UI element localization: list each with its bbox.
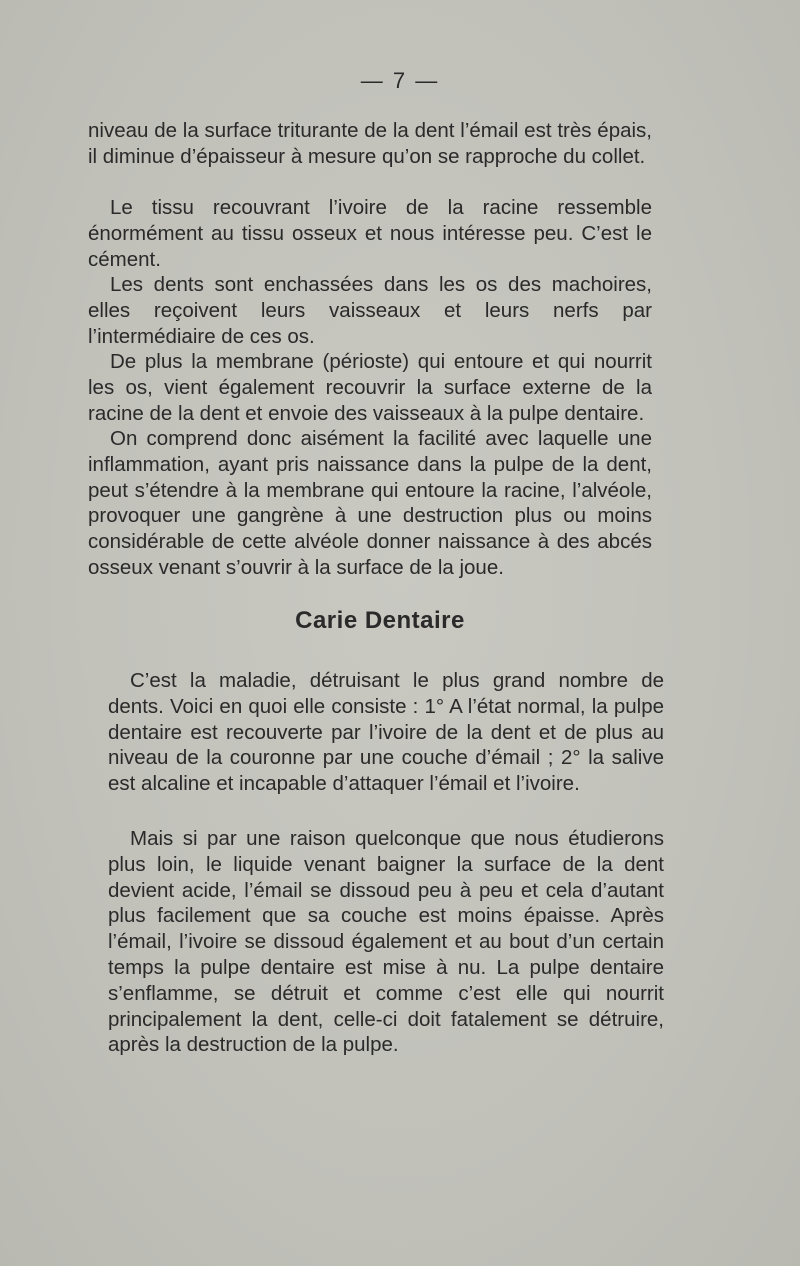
paragraph-periosteum: De plus la membrane (périoste) qui entoure et qui nourrit les os, vient également recouvrir la surface externe de la racine de la dent et envoie des vaisseaux à la pulpe dentaire.	[88, 350, 652, 425]
paragraph-inflammation: On comprend donc aisément la facilité avec laquelle une inflammation, ayant pris naissance dans la pulpe de la dent, peut s’étendre à la membrane qui entoure la racine, l’alvéole, provoquer une gangrène à une destruction plus ou moins considérable de cette alvéole donner naissance à des abcés osseux venant s’ouvrir à la surface de la joue.	[88, 427, 652, 579]
paragraph-cement: Le tissu recouvrant l’ivoire de la racine ressemble énormément au tissu osseux et nous intéresse peu. C’est le cément.	[88, 196, 652, 271]
paragraph-jaws: Les dents sont enchassées dans les os des machoires, elles reçoivent leurs vaisseaux et leurs nerfs par l’intermédiaire de ces os.	[88, 273, 652, 348]
paragraph-enamel: niveau de la surface triturante de la dent l’émail est très épais, il diminue d’épaisseur à mesure qu’on se rapproche du collet.	[88, 119, 652, 168]
page-number: — 7 —	[360, 68, 440, 93]
paragraph-caries-process: Mais si par une raison quelconque que nous étudierons plus loin, le liquide venant baigner la surface de la dent devient acide, l’émail se dissoud peu à peu et cela d’autant plus facilement que sa couche est moins épaisse. Après l’émail, l’ivoire se dissoud également et au bout d’un certain temps la pulpe dentaire est mise à nu. La pulpe dentaire s’enflamme, se détruit et comme c’est elle qui nourrit principalement la dent, celle-ci doit fatalement se détruire, après la destruction de la pulpe.	[108, 827, 664, 1057]
paragraph-caries-definition: C’est la maladie, détruisant le plus grand nombre de dents. Voici en quoi elle consiste : 1° A l’état normal, la pulpe dentaire est recouverte par l’ivoire de la dent et de plus au niveau de la couronne par une couche d’émail ; 2° la salive est alcaline et incapable d’attaquer l’émail et l’ivoire.	[108, 669, 664, 796]
section-title: Carie Dentaire	[295, 607, 465, 634]
